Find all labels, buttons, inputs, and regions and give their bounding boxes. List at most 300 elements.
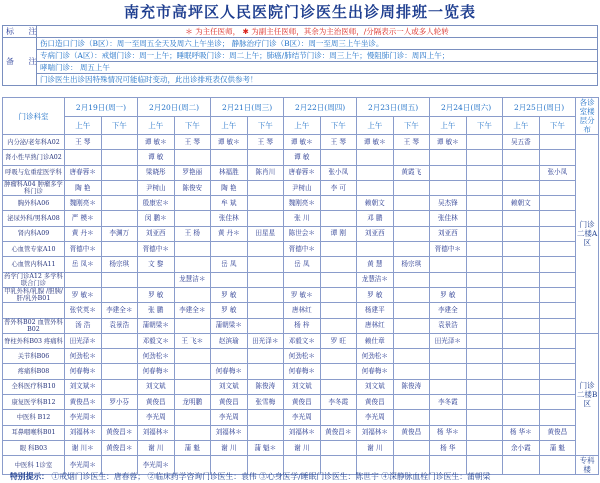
- notes-table: [2, 25, 598, 86]
- doctor-cell: 刘福林＊: [284, 425, 321, 440]
- doctor-cell: 胥德中＊: [138, 242, 175, 257]
- floor-area-label: 门诊二楼B区: [576, 333, 599, 455]
- doctor-cell: [247, 196, 284, 211]
- doctor-cell: 谭 敏: [138, 150, 175, 165]
- doctor-cell: 胥德中＊: [284, 242, 321, 257]
- doctor-cell: [466, 226, 503, 241]
- doctor-cell: 刘文斌: [284, 379, 321, 394]
- doctor-cell: [357, 180, 394, 195]
- doctor-cell: 袁景浩: [430, 318, 467, 333]
- doctor-cell: 王 琴: [174, 135, 211, 150]
- doctor-cell: [393, 226, 430, 241]
- doctor-cell: [174, 257, 211, 272]
- doctor-cell: [539, 364, 576, 379]
- doctor-cell: 谢 川: [357, 440, 394, 455]
- morning-header: 上午: [138, 117, 175, 135]
- doctor-cell: [101, 150, 138, 165]
- footer-item: ②临床药学咨询门诊医生：袁伟: [147, 472, 257, 481]
- doctor-cell: 李光周: [138, 410, 175, 425]
- doctor-cell: [503, 318, 540, 333]
- doctor-cell: 何春梅＊: [65, 364, 102, 379]
- day-column-header: 2月25日(周日): [503, 98, 576, 117]
- doctor-cell: 邓 鹏: [357, 211, 394, 226]
- dept-name: 全科医疗科B10: [3, 379, 65, 394]
- doctor-cell: [174, 242, 211, 257]
- dept-name: 心血管专家A10: [3, 242, 65, 257]
- doctor-cell: [539, 150, 576, 165]
- schedule-row: [3, 349, 599, 364]
- doctor-cell: [320, 257, 357, 272]
- doctor-cell: 黄 慧: [357, 257, 394, 272]
- doctor-cell: 唐春蓉＊: [65, 165, 102, 180]
- doctor-cell: [503, 165, 540, 180]
- doctor-cell: 陈肖川: [247, 165, 284, 180]
- doctor-cell: 黄俊昌: [539, 425, 576, 440]
- doctor-cell: [101, 364, 138, 379]
- doctor-cell: [466, 349, 503, 364]
- doctor-cell: 吴杰锋: [430, 196, 467, 211]
- doctor-cell: 罗 敏＊: [284, 287, 321, 302]
- doctor-cell: 罗 旺: [320, 333, 357, 348]
- doctor-cell: 谭 敏＊: [357, 135, 394, 150]
- afternoon-header: 下午: [539, 117, 576, 135]
- doctor-cell: 罗 敏: [357, 287, 394, 302]
- doctor-cell: 黄俊昌: [357, 395, 394, 410]
- doctor-cell: 龙慧洁＊: [357, 272, 394, 287]
- doctor-cell: 林福胜: [211, 165, 248, 180]
- doctor-cell: [539, 226, 576, 241]
- doctor-cell: 谢 川: [138, 440, 175, 455]
- doctor-cell: 李光周＊: [65, 410, 102, 425]
- doctor-cell: 李建全＊: [101, 303, 138, 318]
- doctor-cell: [430, 349, 467, 364]
- doctor-cell: 杨 华＊: [503, 425, 540, 440]
- doctor-cell: 邓毅文＊: [284, 333, 321, 348]
- dept-name: 肾内科A09: [3, 226, 65, 241]
- doctor-cell: 张茕英＊: [65, 303, 102, 318]
- doctor-cell: [466, 395, 503, 410]
- doctor-cell: [539, 318, 576, 333]
- notes-label-remarks: 备 注: [3, 38, 37, 86]
- schedule-row: [3, 303, 599, 318]
- doctor-cell: 田光泽＊: [430, 333, 467, 348]
- doctor-cell: [101, 410, 138, 425]
- dept-name: 呼吸与危重症医学科: [3, 165, 65, 180]
- schedule-table: [2, 97, 599, 475]
- doctor-cell: [539, 257, 576, 272]
- doctor-cell: [393, 180, 430, 195]
- doctor-cell: [430, 180, 467, 195]
- doctor-cell: 刘文斌＊: [65, 379, 102, 394]
- dept-name: 肿瘤科A04 肿瘤多学科门诊: [4, 181, 63, 196]
- schedule-row: [3, 180, 599, 195]
- doctor-cell: [503, 395, 540, 410]
- doctor-cell: [320, 287, 357, 302]
- doctor-cell: [466, 257, 503, 272]
- schedule-row: [3, 257, 599, 272]
- schedule-row: [3, 379, 599, 394]
- doctor-cell: [539, 395, 576, 410]
- doctor-cell: 黄俊昌: [211, 395, 248, 410]
- notes-remark-line-1: 伤口造口门诊（B区）：周一至周五全天及周六上午坐诊； 静脉治疗门诊（B区）：周一至周三上午坐诊。: [37, 38, 598, 50]
- day-column-header: 2月19日(周一): [65, 98, 138, 117]
- doctor-cell: 黄俊昌: [393, 425, 430, 440]
- doctor-cell: 李光周＊: [65, 456, 102, 475]
- schedule-row: [3, 318, 599, 333]
- doctor-cell: [503, 364, 540, 379]
- dept-name: 耳鼻咽喉科B01: [3, 425, 65, 440]
- doctor-cell: 岳 凤: [211, 257, 248, 272]
- doctor-cell: [393, 318, 430, 333]
- doctor-cell: 杨 华: [430, 440, 467, 455]
- doctor-cell: 谢 川: [211, 440, 248, 455]
- doctor-cell: [393, 287, 430, 302]
- schedule-row: [3, 287, 599, 302]
- doctor-cell: 张 川: [284, 211, 321, 226]
- doctor-cell: [466, 379, 503, 394]
- doctor-cell: 唐林红: [357, 318, 394, 333]
- doctor-cell: 陈俊安: [174, 180, 211, 195]
- doctor-cell: 黄俊昌＊: [101, 425, 138, 440]
- doctor-cell: 邓毅文＊: [138, 333, 175, 348]
- morning-header: 上午: [284, 117, 321, 135]
- doctor-cell: [503, 333, 540, 348]
- doctor-cell: [247, 410, 284, 425]
- dept-name: 疼痛科B08: [3, 364, 65, 379]
- doctor-cell: [320, 440, 357, 455]
- dept-name: 康复医学科B12: [3, 395, 65, 410]
- schedule-row: [3, 425, 599, 440]
- doctor-cell: 张雪梅: [247, 395, 284, 410]
- doctor-cell: 王 飞＊: [174, 333, 211, 348]
- schedule-row: [3, 196, 599, 211]
- doctor-cell: 罗 敏: [211, 303, 248, 318]
- doctor-cell: 魏刚亮＊: [284, 196, 321, 211]
- doctor-cell: [503, 257, 540, 272]
- doctor-cell: 黄俊昌: [138, 395, 175, 410]
- footer-label: 特别提示：: [10, 472, 49, 481]
- doctor-cell: [503, 226, 540, 241]
- doctor-cell: [247, 287, 284, 302]
- doctor-cell: [174, 410, 211, 425]
- doctor-cell: [174, 318, 211, 333]
- doctor-cell: 袁景浩: [101, 318, 138, 333]
- doctor-cell: 王 琴: [247, 135, 284, 150]
- floor-area-label: 专科楼: [576, 456, 599, 475]
- doctor-cell: 黄 丹＊: [65, 226, 102, 241]
- doctor-cell: 李建全: [430, 303, 467, 318]
- doctor-cell: [320, 272, 357, 287]
- dept-name: [3, 303, 65, 318]
- doctor-cell: [101, 180, 138, 195]
- doctor-cell: 赖仕章: [357, 333, 394, 348]
- doctor-cell: [357, 242, 394, 257]
- doctor-cell: 黄俊昌＊: [320, 425, 357, 440]
- doctor-cell: [247, 349, 284, 364]
- doctor-cell: [393, 364, 430, 379]
- doctor-cell: [320, 150, 357, 165]
- doctor-cell: [174, 211, 211, 226]
- doctor-cell: 杨宗琪: [101, 257, 138, 272]
- doctor-cell: [430, 272, 467, 287]
- doctor-cell: 陶 艳: [65, 180, 102, 195]
- schedule-row: [3, 135, 599, 150]
- doctor-cell: 尹树山: [284, 180, 321, 195]
- notes-label-annotation: 标 注: [3, 26, 37, 38]
- doctor-cell: [503, 303, 540, 318]
- schedule-row: [3, 242, 599, 257]
- doctor-cell: [539, 379, 576, 394]
- doctor-cell: 唐林红: [284, 303, 321, 318]
- doctor-cell: [101, 349, 138, 364]
- doctor-cell: 何春梅＊: [138, 364, 175, 379]
- doctor-cell: [247, 211, 284, 226]
- doctor-cell: [247, 150, 284, 165]
- doctor-cell: [320, 242, 357, 257]
- doctor-cell: 罗艳丽: [174, 165, 211, 180]
- doctor-cell: 何春梅＊: [211, 364, 248, 379]
- doctor-cell: 黄俊昌＊: [65, 395, 102, 410]
- doctor-cell: 蒲朝梁＊: [138, 318, 175, 333]
- doctor-cell: [539, 333, 576, 348]
- day-column-header: 2月24日(周六): [430, 98, 503, 117]
- doctor-cell: 王 琴: [393, 135, 430, 150]
- doctor-cell: 李光周: [211, 410, 248, 425]
- doctor-cell: 李冬霞: [320, 395, 357, 410]
- doctor-cell: [393, 150, 430, 165]
- doctor-cell: 岳 凤: [284, 257, 321, 272]
- doctor-cell: 罗 敏: [211, 287, 248, 302]
- doctor-cell: 陶 艳: [211, 180, 248, 195]
- doctor-cell: [466, 425, 503, 440]
- doctor-cell: 岳 凤＊: [65, 257, 102, 272]
- doctor-cell: [357, 165, 394, 180]
- doctor-cell: 黄霞飞: [393, 165, 430, 180]
- doctor-cell: 赵滨瑜: [211, 333, 248, 348]
- doctor-cell: [247, 257, 284, 272]
- doctor-cell: [466, 333, 503, 348]
- doctor-cell: [466, 135, 503, 150]
- doctor-cell: 陈世会＊: [284, 226, 321, 241]
- doctor-cell: 黄俊昌＊: [101, 440, 138, 455]
- doctor-cell: [101, 379, 138, 394]
- doctor-cell: 王 琴: [320, 135, 357, 150]
- doctor-cell: 李冬霞: [430, 395, 467, 410]
- doctor-cell: 赖朝文: [357, 196, 394, 211]
- doctor-cell: [393, 395, 430, 410]
- doctor-cell: 何春梅＊: [284, 364, 321, 379]
- floor-column-header: 各诊室楼层分布: [576, 98, 599, 135]
- doctor-cell: [430, 257, 467, 272]
- doctor-cell: 杨 梓: [284, 318, 321, 333]
- morning-header: 上午: [211, 117, 248, 135]
- doctor-cell: 谢 川: [284, 440, 321, 455]
- doctor-cell: [320, 318, 357, 333]
- doctor-cell: [247, 242, 284, 257]
- schedule-row: [3, 165, 599, 180]
- doctor-cell: [430, 364, 467, 379]
- notes-remark-line-4: 门诊医生出诊因特殊情况可能临时变动，此出诊排班表仅供参考！: [37, 74, 598, 86]
- doctor-cell: 何劲松＊: [65, 349, 102, 364]
- page-title: 南充市高坪区人民医院门诊医生出诊周排班一览表: [123, 3, 476, 21]
- doctor-cell: 罗 敏＊: [65, 287, 102, 302]
- doctor-cell: [174, 196, 211, 211]
- doctor-cell: 何劲松＊: [357, 349, 394, 364]
- doctor-cell: 谭 敏＊: [211, 135, 248, 150]
- doctor-cell: [211, 349, 248, 364]
- doctor-cell: 何劲松＊: [284, 349, 321, 364]
- dept-name: 甲乳外科/乳腺 /胆胰/肝/乳外B01: [4, 288, 63, 303]
- doctor-cell: [247, 272, 284, 287]
- doctor-cell: 闵 鹏＊: [138, 211, 175, 226]
- dept-name: 内分泌/老年科A02: [3, 135, 65, 150]
- doctor-cell: [503, 272, 540, 287]
- doctor-cell: 胥德中＊: [65, 242, 102, 257]
- doctor-cell: 尹树山: [138, 180, 175, 195]
- doctor-cell: [320, 349, 357, 364]
- doctor-cell: [430, 150, 467, 165]
- doctor-cell: [65, 272, 102, 287]
- doctor-cell: 王 杨: [174, 226, 211, 241]
- doctor-cell: [247, 180, 284, 195]
- schedule-row: [3, 211, 599, 226]
- doctor-cell: 蒲 魁＊: [247, 440, 284, 455]
- doctor-cell: [247, 303, 284, 318]
- dept-name: 心血管内科A11: [3, 257, 65, 272]
- doctor-cell: 田光泽＊: [65, 333, 102, 348]
- doctor-cell: [503, 287, 540, 302]
- doctor-cell: [539, 135, 576, 150]
- schedule-row: [3, 226, 599, 241]
- morning-header: 上午: [65, 117, 102, 135]
- doctor-cell: 胥德中＊: [430, 242, 467, 257]
- dept-name: 泌尿外科/男科A08: [3, 211, 65, 226]
- doctor-cell: [430, 379, 467, 394]
- doctor-cell: [466, 196, 503, 211]
- doctor-cell: [466, 287, 503, 302]
- doctor-cell: [393, 349, 430, 364]
- doctor-cell: 谭 敏＊: [138, 135, 175, 150]
- afternoon-header: 下午: [247, 117, 284, 135]
- doctor-cell: 罗小芬: [101, 395, 138, 410]
- doctor-cell: 李 可: [320, 180, 357, 195]
- doctor-cell: [539, 349, 576, 364]
- morning-header: 上午: [357, 117, 394, 135]
- doctor-cell: 谭 敏＊: [284, 135, 321, 150]
- doctor-cell: [539, 211, 576, 226]
- doctor-cell: 黄俊昌: [284, 395, 321, 410]
- doctor-cell: [174, 364, 211, 379]
- doctor-cell: [503, 150, 540, 165]
- doctor-cell: 张佳林: [211, 211, 248, 226]
- doctor-cell: 刘文斌: [138, 379, 175, 394]
- doctor-cell: [466, 410, 503, 425]
- doctor-cell: [466, 364, 503, 379]
- schedule-row: [3, 272, 599, 287]
- doctor-cell: [430, 410, 467, 425]
- morning-header: 上午: [430, 117, 467, 135]
- doctor-cell: 何春梅＊: [357, 364, 394, 379]
- doctor-cell: [539, 180, 576, 195]
- dept-name: 普外科B02 血管外科B02: [4, 318, 63, 333]
- doctor-cell: 汤 浩: [65, 318, 102, 333]
- day-column-header: 2月21日(周三): [211, 98, 284, 117]
- doctor-cell: 罗 敏: [430, 287, 467, 302]
- doctor-cell: [539, 196, 576, 211]
- doctor-cell: [174, 379, 211, 394]
- doctor-cell: 谭 敏: [284, 150, 321, 165]
- doctor-cell: [503, 211, 540, 226]
- doctor-cell: [393, 242, 430, 257]
- doctor-cell: 李光周: [357, 410, 394, 425]
- doctor-cell: [320, 211, 357, 226]
- doctor-cell: 刘福林＊: [357, 425, 394, 440]
- doctor-cell: 谭 刚: [320, 226, 357, 241]
- doctor-cell: 刘亚西: [430, 226, 467, 241]
- notes-remark-line-2: 专病门诊（A区）：戒烟门诊：周一上午；睡眠呼吸门诊：周二上午；肺癌/肺结节门诊：周三上午；慢阻肺门诊：周四上午；: [37, 50, 598, 62]
- doctor-cell: 严 模＊: [65, 211, 102, 226]
- schedule-row: [3, 395, 599, 410]
- doctor-cell: [466, 150, 503, 165]
- doctor-cell: 杨 华＊: [430, 425, 467, 440]
- doctor-cell: [174, 349, 211, 364]
- dept-name: 关节科B06: [3, 349, 65, 364]
- dept-name: 药学门诊A12 多学科联合门诊: [4, 272, 63, 287]
- floor-area-label: 门诊二楼A区: [576, 135, 599, 334]
- doctor-cell: [320, 196, 357, 211]
- doctor-cell: 刘福林＊: [65, 425, 102, 440]
- schedule-row: [3, 333, 599, 348]
- afternoon-header: 下午: [393, 117, 430, 135]
- doctor-cell: 张小凤: [539, 165, 576, 180]
- doctor-cell: [503, 349, 540, 364]
- doctor-cell: [101, 242, 138, 257]
- notes-annotation-line: ＊ 为主任医师， ✱ 为副主任医师，其余为主治医师，/分隔表示一人或多人轮转: [37, 26, 598, 38]
- dept-name: 中医科 1诊室: [3, 456, 65, 475]
- footer-item: ③心身医学/睡眠门诊医生：陈世宇: [259, 472, 379, 481]
- doctor-cell: [211, 272, 248, 287]
- doctor-cell: 张小凤: [320, 165, 357, 180]
- doctor-cell: 梁晓彤: [138, 165, 175, 180]
- dept-column-header: 门诊科室: [3, 98, 65, 135]
- doctor-cell: [393, 440, 430, 455]
- doctor-cell: [466, 303, 503, 318]
- doctor-cell: [320, 379, 357, 394]
- doctor-cell: [174, 150, 211, 165]
- doctor-cell: [393, 410, 430, 425]
- schedule-row: [3, 410, 599, 425]
- doctor-cell: [466, 242, 503, 257]
- doctor-cell: [101, 333, 138, 348]
- doctor-cell: [393, 272, 430, 287]
- doctor-cell: [101, 272, 138, 287]
- doctor-cell: 刘福林＊: [211, 425, 248, 440]
- afternoon-header: 下午: [174, 117, 211, 135]
- doctor-cell: 赖朝文: [503, 196, 540, 211]
- doctor-cell: 余小霞: [503, 440, 540, 455]
- doctor-cell: [393, 333, 430, 348]
- doctor-cell: 田星星: [247, 226, 284, 241]
- doctor-cell: [284, 272, 321, 287]
- doctor-cell: [539, 303, 576, 318]
- doctor-cell: [393, 196, 430, 211]
- doctor-cell: [539, 272, 576, 287]
- doctor-cell: 蒲 魁: [174, 440, 211, 455]
- doctor-cell: [466, 180, 503, 195]
- doctor-cell: [101, 287, 138, 302]
- doctor-cell: 龙慧洁＊: [174, 272, 211, 287]
- doctor-cell: 唐春蓉＊: [284, 165, 321, 180]
